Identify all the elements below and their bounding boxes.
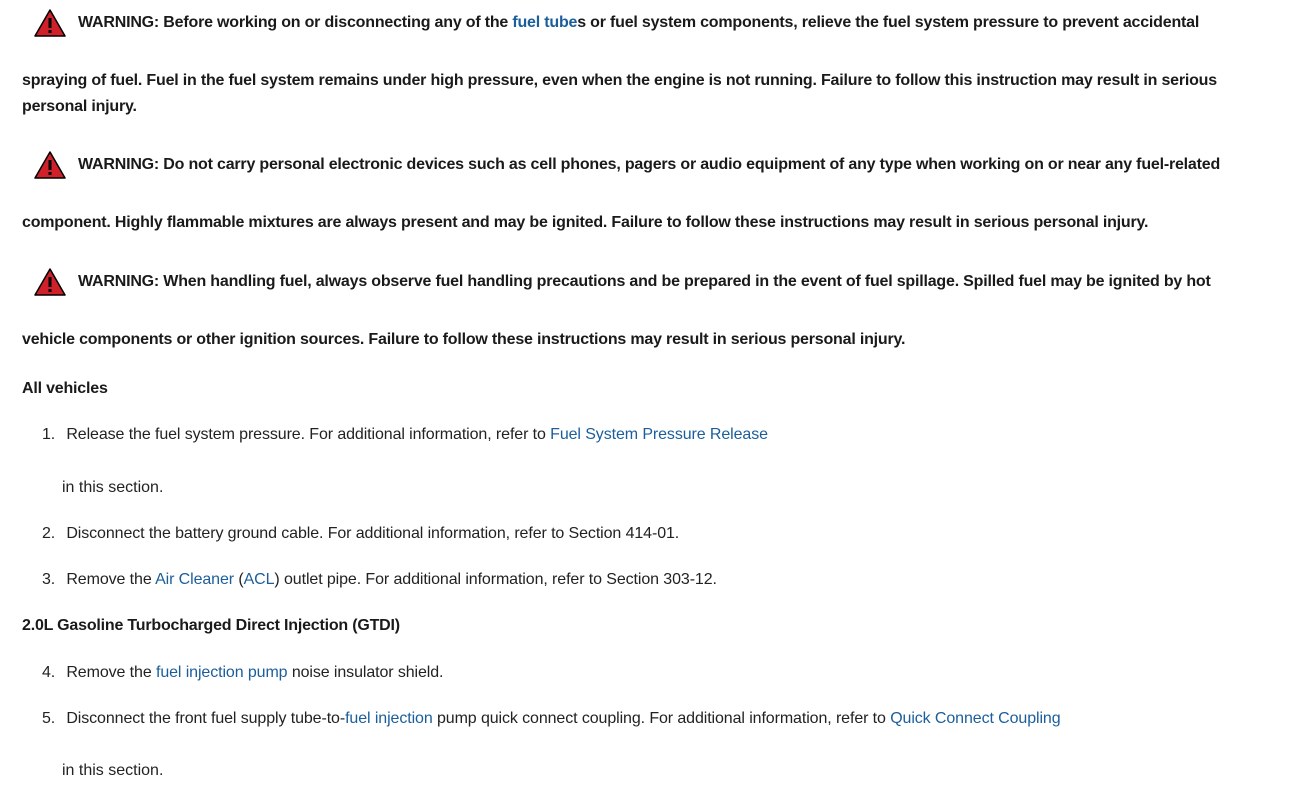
warning-block-fuel-handling	[22, 271, 1284, 353]
quick-connect-coupling-link[interactable]: Quick Connect Coupling	[890, 710, 1061, 727]
warning-label: WARNING:	[78, 156, 160, 173]
warning-triangle-icon	[34, 268, 66, 296]
warning-block-electronic-devices	[22, 154, 1284, 236]
fuel-tube-link[interactable]: fuel tube	[512, 14, 578, 31]
warning-continuation: spraying of fuel. Fuel in the fuel system remains under high pressure, even when the engine is not running. Failure to follow this instruction may result in serious personal injury.	[22, 72, 1217, 115]
section-heading-all-vehicles: All vehicles	[22, 380, 108, 397]
fuel-system-pressure-release-link[interactable]: Fuel System Pressure Release	[550, 426, 768, 443]
air-cleaner-link[interactable]: Air Cleaner	[155, 571, 235, 588]
section-heading-gtdi: 2.0L Gasoline Turbocharged Direct Injection (GTDI)	[22, 617, 400, 634]
fuel-injection-pump-link[interactable]: fuel injection pump	[155, 664, 288, 681]
warning-text: Before working on or disconnecting any of the	[159, 14, 513, 31]
step-text: Remove the	[62, 571, 156, 588]
warning-text: Do not carry personal electronic devices such as cell phones, pagers or audio equipment of any type when working on or near any fuel-related	[159, 156, 1221, 173]
warning-continuation: vehicle components or other ignition sources. Failure to follow these instructions may result in serious personal injury.	[22, 331, 906, 348]
acl-link[interactable]: ACL	[243, 571, 275, 588]
step-number: 4.	[42, 664, 56, 681]
step-1-continuation: in this section.	[62, 479, 164, 496]
procedure-step-4	[42, 662, 443, 684]
step-text: (	[234, 571, 244, 588]
procedure-step-3	[42, 569, 717, 591]
step-number: 3.	[42, 571, 56, 588]
warning-continuation: component. Highly flammable mixtures are always present and may be ignited. Failure to follow these instructions may result in serious personal injury.	[22, 214, 1149, 231]
warning-label: WARNING:	[78, 14, 160, 31]
warning-first-line	[22, 154, 1284, 176]
step-number: 1.	[42, 426, 56, 443]
step-text: Release the fuel system pressure. For additional information, refer to	[62, 426, 551, 443]
procedure-step-2	[42, 523, 679, 545]
step-text: Disconnect the battery ground cable. For additional information, refer to Section 414-01.	[62, 525, 680, 542]
step-text: Disconnect the front fuel supply tube-to-	[62, 710, 346, 727]
warning-text: When handling fuel, always observe fuel handling precautions and be prepared in the event of fuel spillage. Spilled fuel may be ignited by hot	[159, 273, 1211, 290]
warning-triangle-icon	[34, 151, 66, 179]
warning-label: WARNING:	[78, 273, 160, 290]
procedure-step-1	[42, 424, 768, 446]
step-number: 5.	[42, 710, 56, 727]
step-text: ) outlet pipe. For additional information, refer to Section 303-12.	[274, 571, 717, 588]
warning-block-fuel-pressure	[22, 12, 1284, 120]
procedure-step-5	[42, 708, 1061, 730]
warning-triangle-icon	[34, 9, 66, 37]
warning-text: s or fuel system components, relieve the fuel system pressure to prevent accidental	[577, 14, 1200, 31]
step-number: 2.	[42, 525, 56, 542]
fuel-injection-link[interactable]: fuel injection	[345, 710, 433, 727]
step-5-continuation: in this section.	[62, 762, 164, 779]
warning-first-line	[22, 271, 1284, 293]
step-text: noise insulator shield.	[287, 664, 444, 681]
step-text: pump quick connect coupling. For additional information, refer to	[432, 710, 891, 727]
warning-first-line	[22, 12, 1284, 34]
step-text: Remove the	[62, 664, 156, 681]
